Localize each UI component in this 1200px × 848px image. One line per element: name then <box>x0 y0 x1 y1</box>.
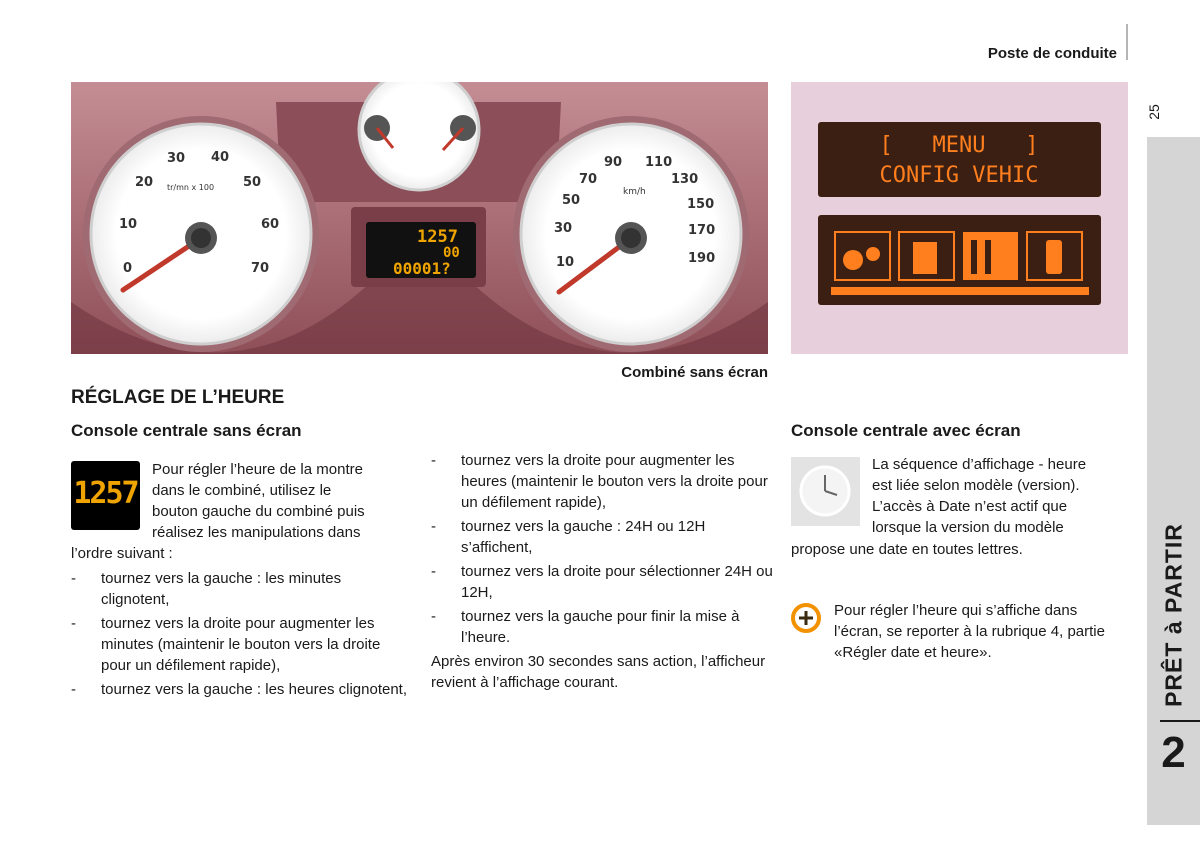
multifunction-screen-image <box>791 82 1128 354</box>
main-heading: RÉGLAGE DE L’HEURE <box>71 387 285 408</box>
rpm-unit: tr/mn x 100 <box>167 183 215 192</box>
chapter-divider <box>1160 720 1200 722</box>
right-section-heading: Console centrale avec écran <box>791 421 1021 440</box>
left-intro: Pour régler l’heure de la montre dans le combiné, utilisez le bouton gauche du combiné puis réalisez les manipulations dans <box>152 461 365 541</box>
info-note: Pour régler l’heure qui s’affiche dans l’écran, se reporter à la rubrique 4, partie «Régler date et heure». <box>834 602 1105 661</box>
analog-clock-icon <box>791 457 860 526</box>
left-list: l’ordre suivant : - tournez vers la gauche : les minutes clignotent, - tournez vers la droite pour augmenter les minutes (maintenir le bouton vers la droite pour un défilement rapide), - tournez vers la gauche : les heures clignotent, <box>71 543 411 700</box>
speed-label: 90 <box>604 155 623 170</box>
chapter-title: PRÊT à PARTIR <box>1160 523 1187 707</box>
figure-caption: Combiné sans écran <box>621 364 768 381</box>
rpm-label: 30 <box>167 151 186 166</box>
lcd-time: 1257 <box>417 227 458 247</box>
rpm-label: 50 <box>243 175 262 190</box>
list-item: - tournez vers la droite pour augmenter les heures (maintenir le bouton vers la droite pour un défilement rapide), <box>431 452 768 511</box>
rpm-label: 40 <box>211 150 230 165</box>
list-item: - tournez vers la droite pour augmenter les minutes (maintenir le bouton vers la droite pour un défilement rapide), <box>71 615 381 674</box>
speed-label: 190 <box>688 251 716 266</box>
instrument-cluster-image <box>71 82 768 354</box>
page-number: 25 <box>1146 104 1162 120</box>
speed-label: 110 <box>645 155 673 170</box>
section-title: Poste de conduite <box>987 45 1117 62</box>
left-section-heading: Console centrale sans écran <box>71 421 302 440</box>
screen-line-1: [ MENU ] <box>879 133 1039 158</box>
list-item: - tournez vers la droite pour sélectionner 24H ou 12H, <box>431 563 773 601</box>
speed-label: 150 <box>687 197 715 212</box>
digital-clock-icon: 1257 <box>71 461 140 530</box>
speed-label: 10 <box>556 255 575 270</box>
lcd-odometer: 00001? <box>393 259 451 278</box>
middle-list <box>431 450 776 693</box>
header-divider <box>1126 24 1128 60</box>
speed-label: 170 <box>688 223 716 238</box>
list-item: - tournez vers la gauche : les heures clignotent, <box>71 681 408 698</box>
closing-paragraph: Après environ 30 secondes sans action, l’afficheur revient à l’affichage courant. <box>431 653 766 691</box>
list-item: - tournez vers la gauche : 24H ou 12H s’affichent, <box>431 518 706 556</box>
lcd-line2: 00 <box>443 245 460 261</box>
rpm-label: 70 <box>251 261 270 276</box>
rpm-label: 20 <box>135 175 154 190</box>
rpm-label: 0 <box>123 261 133 276</box>
rpm-label: 10 <box>119 217 138 232</box>
rpm-label: 60 <box>261 217 280 232</box>
plus-info-icon <box>791 603 821 633</box>
speed-unit: km/h <box>623 187 646 197</box>
speed-label: 30 <box>554 221 573 236</box>
speed-label: 130 <box>671 172 699 187</box>
right-intro-last: propose une date en toutes lettres. <box>791 541 1023 558</box>
list-item: - tournez vers la gauche pour finir la mise à l’heure. <box>431 608 740 646</box>
speed-label: 70 <box>579 172 598 187</box>
list-item: - tournez vers la gauche : les minutes clignotent, <box>71 570 342 608</box>
screen-line-2: CONFIG VEHIC <box>879 163 1039 188</box>
chapter-number: 2 <box>1161 728 1186 777</box>
right-intro: La séquence d’affichage - heure est liée selon modèle (version). L’accès à Date n’est actif que lorsque la version du modèle <box>872 456 1087 536</box>
speed-label: 50 <box>562 193 581 208</box>
